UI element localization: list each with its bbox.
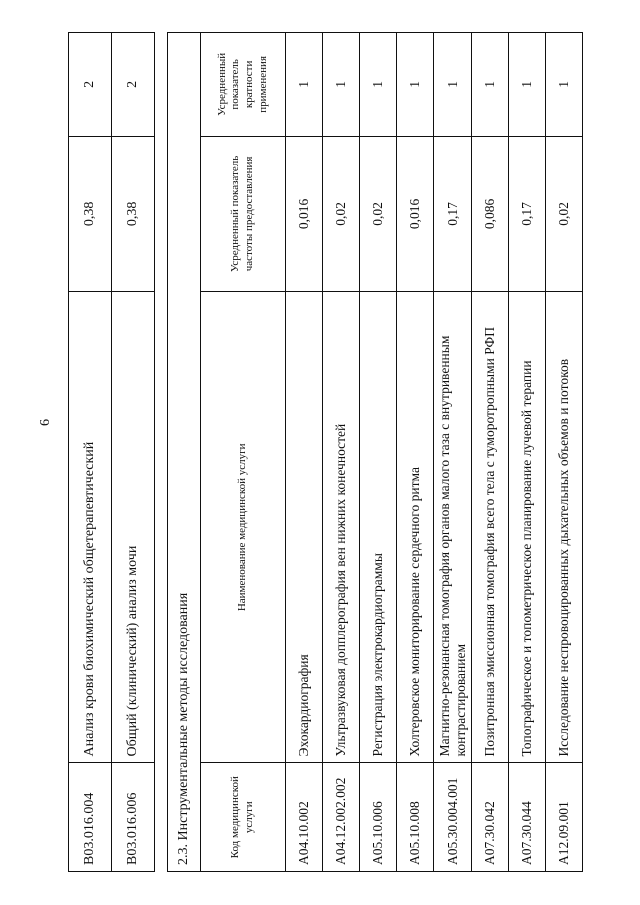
section-title: 2.3. Инструментальные методы исследования (168, 33, 201, 872)
section-title-row (168, 33, 201, 872)
service-name: Магнитно-резонансная томография органов малого таза с внутривенным контрастированием (434, 292, 472, 763)
table-row (472, 33, 509, 872)
frequency-value: 0,02 (546, 136, 583, 291)
table-row (112, 33, 155, 872)
service-name: Топографическое и топометрическое планирование лучевой терапии (509, 292, 546, 763)
frequency-value: 0,086 (472, 136, 509, 291)
frequency-value: 0,38 (69, 136, 112, 291)
table-row (323, 33, 360, 872)
service-code: A05.10.006 (360, 763, 397, 872)
multiplicity-value: 1 (360, 33, 397, 137)
service-code: A12.09.001 (546, 763, 583, 872)
service-name: Позитронная эмиссионная томография всего тела с туморотропными РФП (472, 292, 509, 763)
frequency-value: 0,02 (323, 136, 360, 291)
multiplicity-value: 1 (472, 33, 509, 137)
multiplicity-value: 1 (397, 33, 434, 137)
service-name: Анализ крови биохимический общетерапевтический (69, 292, 112, 763)
header-multiplicity: Усредненный показатель кратности применения (201, 33, 286, 137)
frequency-value: 0,17 (509, 136, 546, 291)
multiplicity-value: 2 (69, 33, 112, 137)
table-row (286, 33, 323, 872)
service-code: A07.30.044 (509, 763, 546, 872)
top-table (68, 32, 155, 872)
service-name: Эхокардиография (286, 292, 323, 763)
instrumental-table-body (168, 33, 583, 872)
instrumental-methods-table (167, 32, 583, 872)
header-name: Наименование медицинской услуги (201, 292, 286, 763)
page-number: 6 (38, 419, 53, 426)
service-code: A04.10.002 (286, 763, 323, 872)
table-row (397, 33, 434, 872)
multiplicity-value: 1 (323, 33, 360, 137)
service-name: Общий (клинический) анализ мочи (112, 292, 155, 763)
service-name: Холтеровское мониторирование сердечного ритма (397, 292, 434, 763)
table-row (69, 33, 112, 872)
top-table-body (69, 33, 155, 872)
frequency-value: 0,17 (434, 136, 472, 291)
service-code: B03.016.004 (69, 763, 112, 872)
service-code: B03.016.006 (112, 763, 155, 872)
frequency-value: 0,016 (286, 136, 323, 291)
service-code: A05.30.004.001 (434, 763, 472, 872)
multiplicity-value: 1 (546, 33, 583, 137)
multiplicity-value: 2 (112, 33, 155, 137)
table-row (360, 33, 397, 872)
service-name: Регистрация электрокардиограммы (360, 292, 397, 763)
table-row (546, 33, 583, 872)
service-code: A07.30.042 (472, 763, 509, 872)
frequency-value: 0,38 (112, 136, 155, 291)
rotated-content (68, 32, 583, 872)
service-name: Ультразвуковая допплерография вен нижних конечностей (323, 292, 360, 763)
header-frequency: Усредненный показатель частоты предоставления (201, 136, 286, 291)
header-row (201, 33, 286, 872)
header-code: Код медицинской услуги (201, 763, 286, 872)
table-row (509, 33, 546, 872)
multiplicity-value: 1 (286, 33, 323, 137)
frequency-value: 0,02 (360, 136, 397, 291)
service-code: A05.10.008 (397, 763, 434, 872)
frequency-value: 0,016 (397, 136, 434, 291)
service-code: A04.12.002.002 (323, 763, 360, 872)
multiplicity-value: 1 (509, 33, 546, 137)
multiplicity-value: 1 (434, 33, 472, 137)
table-row (434, 33, 472, 872)
service-name: Исследование неспровоцированных дыхательных объемов и потоков (546, 292, 583, 763)
